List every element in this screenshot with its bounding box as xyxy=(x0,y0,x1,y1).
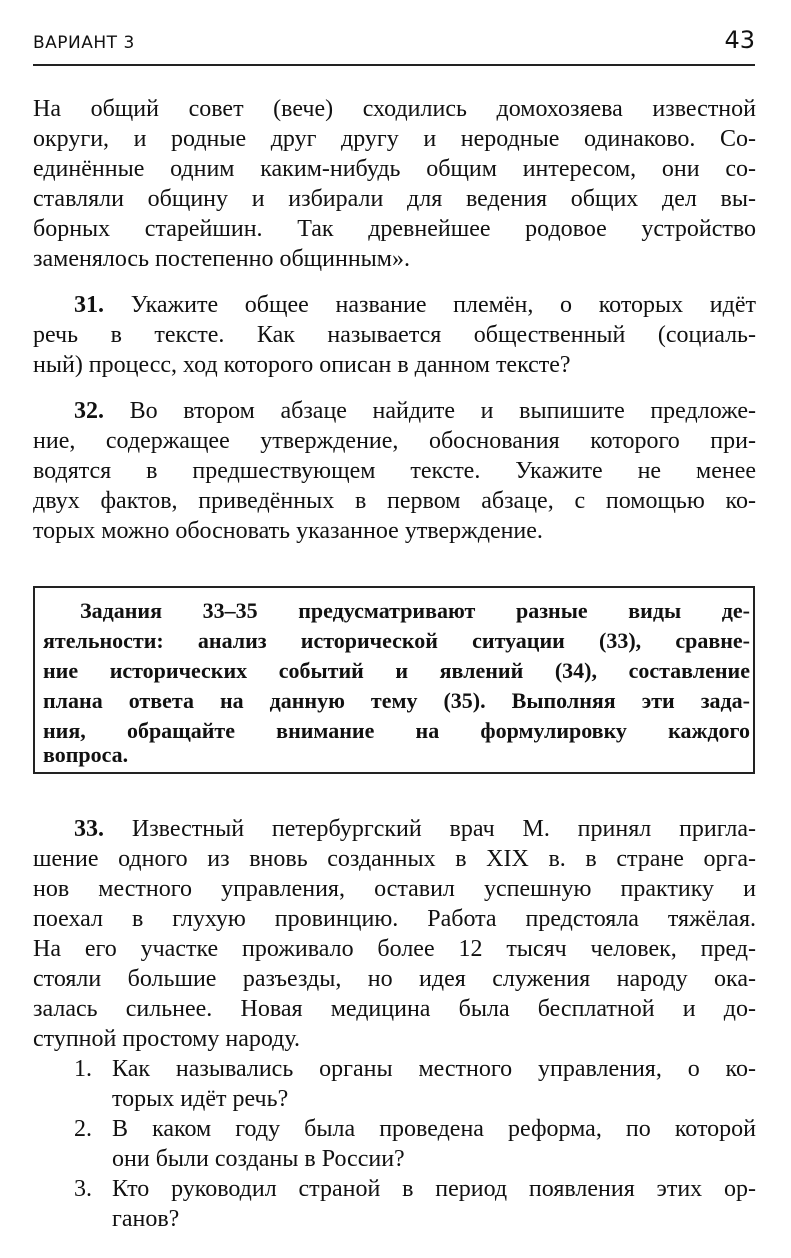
question-33-line: поехал в глухую провинцию. Работа предстояла тяжёлая. xyxy=(33,906,756,932)
question-31-line: ный) процесс, ход которого описан в данном тексте? xyxy=(33,352,571,378)
question-33-line: стояли большие разъезды, но идея служения народу ока- xyxy=(33,966,756,992)
notice-line: ние исторических событий и явлений (34), составление xyxy=(43,658,750,683)
text-line: округи, и родные друг другу и неродные одинаково. Со- xyxy=(33,126,756,152)
question-33-line: ступной простому народу. xyxy=(33,1026,300,1052)
list-item-number: 3. xyxy=(74,1176,92,1202)
list-item-line: они были созданы в России? xyxy=(112,1146,405,1172)
question-33-line: На его участке проживало более 12 тысяч человек, пред- xyxy=(33,936,756,962)
question-32-line: торых можно обосновать указанное утверждение. xyxy=(33,518,543,544)
list-item-number: 1. xyxy=(74,1056,92,1082)
question-32-line: ние, содержащее утверждение, обоснования которого при- xyxy=(33,428,756,454)
question-32-line: 32. Во втором абзаце найдите и выпишите предложе- xyxy=(74,398,756,424)
text-line: единённые одним каким-нибудь общим интересом, они со- xyxy=(33,156,756,182)
question-31-line: речь в тексте. Как называется общественный (социаль- xyxy=(33,322,756,348)
text-line: На общий совет (вече) сходились домохозяева известной xyxy=(33,96,756,122)
notice-line: ния, обращайте внимание на формулировку каждого xyxy=(43,718,750,743)
list-item-line: В каком году была проведена реформа, по которой xyxy=(112,1116,756,1142)
text-line: ставляли общину и избирали для ведения общих дел вы- xyxy=(33,186,756,212)
question-32-line: водятся в предшествующем тексте. Укажите не менее xyxy=(33,458,756,484)
text-line: борных старейшин. Так древнейшее родовое устройство xyxy=(33,216,756,242)
question-31-line: 31. Укажите общее название племён, о которых идёт xyxy=(74,292,756,318)
text-line: заменялось постепенно общинным». xyxy=(33,246,410,272)
list-item-line: ганов? xyxy=(112,1206,180,1232)
page-number: 43 xyxy=(724,26,755,54)
question-33-line: нов местного управления, оставил успешную практику и xyxy=(33,876,756,902)
notice-line: плана ответа на данную тему (35). Выполняя эти зада- xyxy=(43,688,750,713)
page-header xyxy=(33,24,755,66)
notice-line: Задания 33–35 предусматривают разные виды де- xyxy=(80,598,750,623)
question-33-line: шение одного из вновь созданных в XIX в. в стране орга- xyxy=(33,846,756,872)
question-32-line: двух фактов, приведённых в первом абзаце, с помощью ко- xyxy=(33,488,756,514)
list-item-number: 2. xyxy=(74,1116,92,1142)
question-31-number: 31. xyxy=(74,292,104,318)
question-33-line: 33. Известный петербургский врач М. принял пригла- xyxy=(74,816,756,842)
list-item-line: торых идёт речь? xyxy=(112,1086,289,1112)
question-32-number: 32. xyxy=(74,398,104,424)
question-33-number: 33. xyxy=(74,816,104,842)
question-33-line: залась сильнее. Новая медицина была бесплатной и до- xyxy=(33,996,756,1022)
list-item-line: Кто руководил страной в период появления этих ор- xyxy=(112,1176,756,1202)
variant-title: ВАРИАНТ 3 xyxy=(33,33,135,53)
notice-line: ятельности: анализ исторической ситуации (33), сравне- xyxy=(43,628,750,653)
list-item-line: Как назывались органы местного управления, о ко- xyxy=(112,1056,756,1082)
notice-line: вопроса. xyxy=(43,742,129,767)
